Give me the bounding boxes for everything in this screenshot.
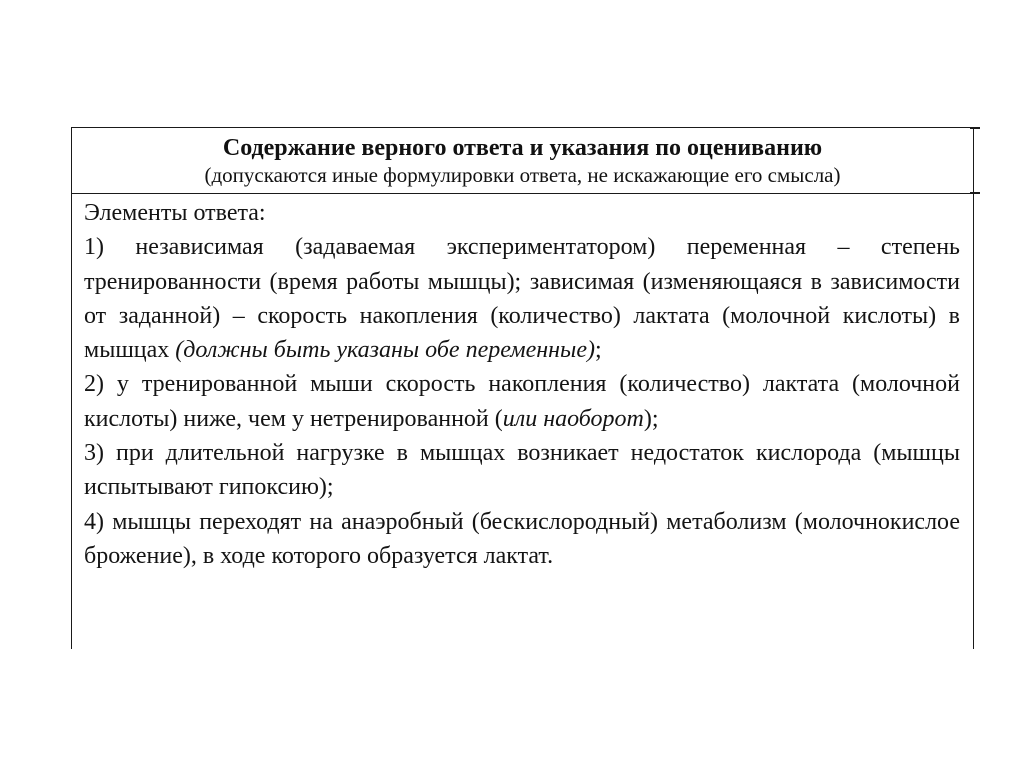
answer-item-3: 3) при длительной нагрузке в мышцах возникает недостаток кислорода (мышцы испытывают гипоксию);	[84, 440, 960, 501]
answer-item-2-note: или наоборот	[502, 405, 644, 432]
table-header	[72, 128, 973, 194]
answer-body	[72, 194, 973, 573]
answer-item-1	[84, 230, 960, 367]
answer-item-1-end: ;	[594, 337, 602, 364]
answer-lead: Элементы ответа:	[84, 200, 266, 226]
answer-item-1-note: (должны быть указаны обе переменные)	[175, 337, 595, 364]
answer-item-2	[84, 367, 960, 436]
answer-item-1-text: 1) независимая (задаваемая экспериментатором) переменная – степень тренированности (время работы мышцы); зависимая (изменяющаяся в зависимости от заданной) – скорость накопления (количество) лактата (молочной кислоты) в мышцах	[84, 234, 960, 364]
header-subtitle: (допускаются иные формулировки ответа, не искажающие его смысла)	[204, 163, 841, 187]
answer-table	[71, 127, 974, 649]
answer-item-2-end: );	[643, 405, 659, 432]
header-title: Содержание верного ответа и указания по оцениванию	[222, 135, 823, 161]
answer-item-4: 4) мышцы переходят на анаэробный (бескислородный) метаболизм (молочнокислое брожение), в ходе которого образуется лактат.	[84, 508, 960, 569]
answer-item-2-text: 2) у тренированной мыши скорость накопления (количество) лактата (молочной кислоты) ниже, чем у нетренированной (	[84, 371, 960, 432]
